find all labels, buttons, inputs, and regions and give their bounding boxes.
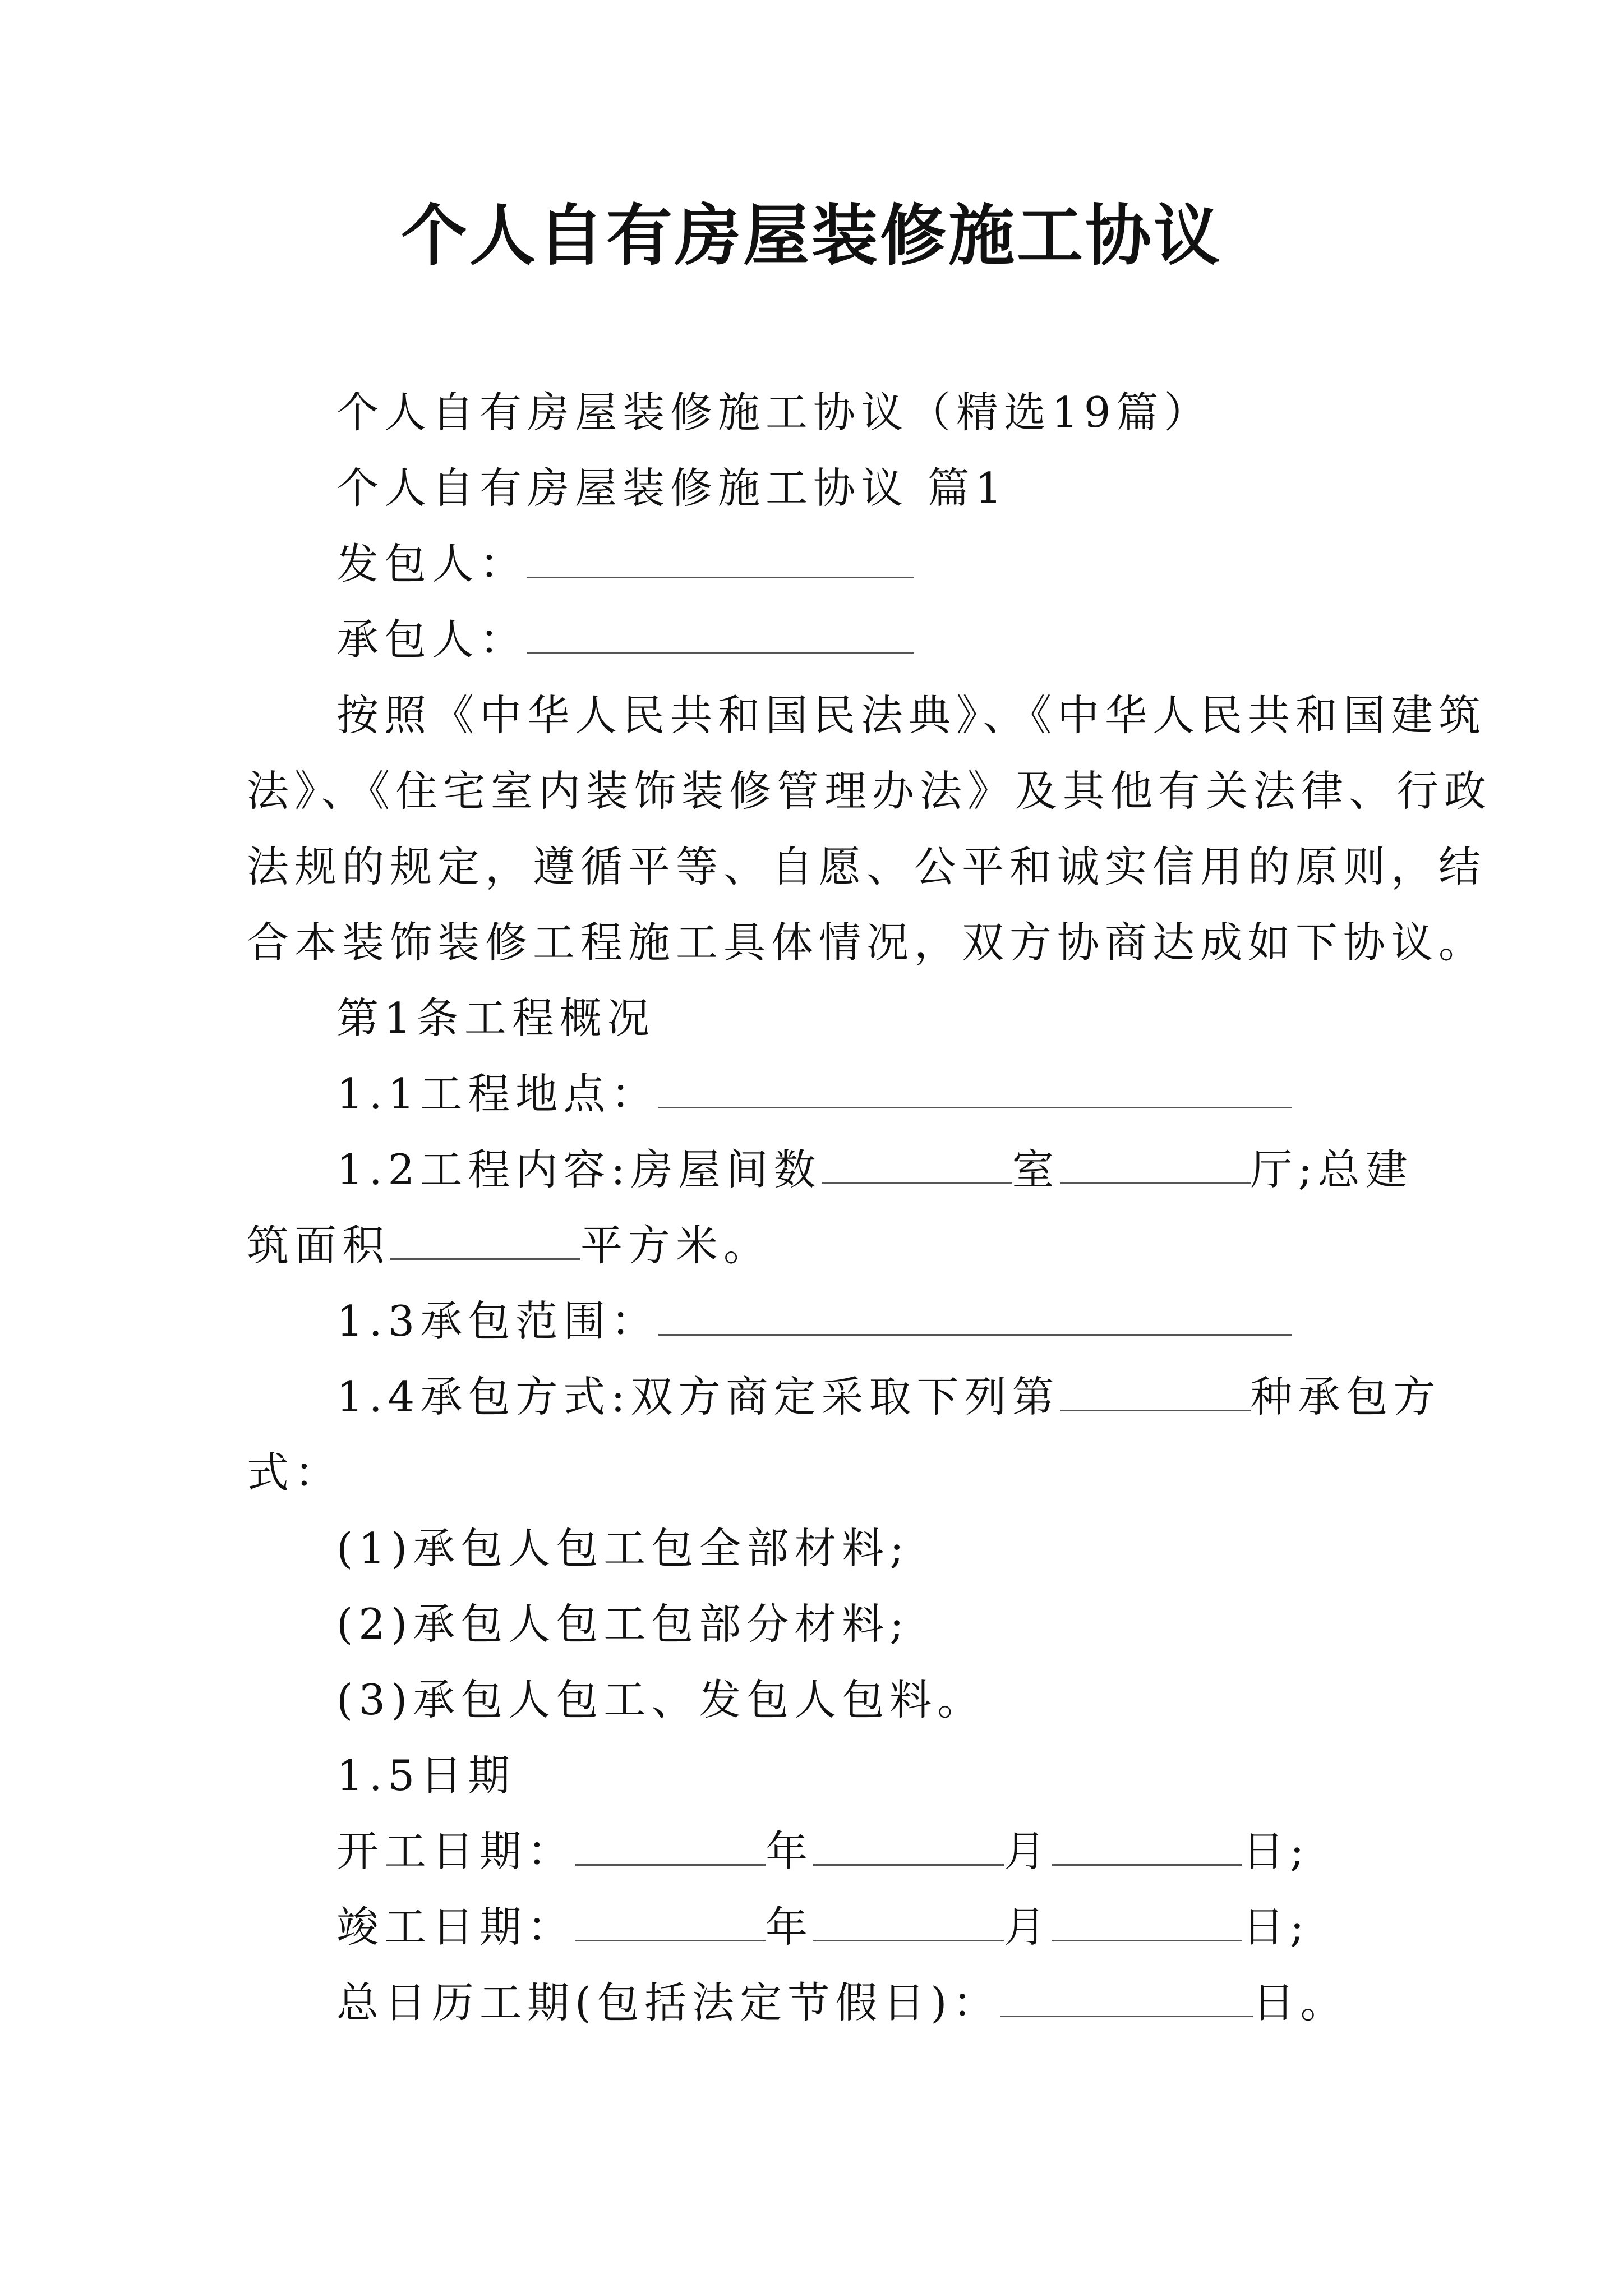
hall-unit: 厅;总建 bbox=[1250, 1145, 1413, 1194]
item-1-2-cont bbox=[247, 1217, 771, 1273]
end-year-blank[interactable] bbox=[575, 1905, 766, 1941]
article-1-heading: 第1条工程概况 bbox=[336, 993, 655, 1043]
option-3: (3)承包人包工、发包人包料。 bbox=[336, 1675, 985, 1724]
room-unit: 室 bbox=[1012, 1145, 1060, 1194]
total-duration-unit: 日。 bbox=[1252, 1978, 1348, 2027]
start-month-blank[interactable] bbox=[813, 1829, 1004, 1866]
start-date-label: 开工日期： bbox=[336, 1826, 575, 1876]
item-1-1-label: 1.1工程地点： bbox=[336, 1069, 659, 1119]
party-b-label: 承包人： bbox=[336, 615, 528, 664]
end-day-blank[interactable] bbox=[1052, 1905, 1242, 1941]
item-1-4-label: 1.4承包方式:双方商定采取下列第 bbox=[336, 1372, 1060, 1421]
area-blank[interactable] bbox=[390, 1223, 580, 1260]
year-unit: 年 bbox=[766, 1902, 814, 1952]
document-title: 个人自有房屋装修施工协议 bbox=[400, 196, 1222, 274]
scope-blank[interactable] bbox=[658, 1299, 1292, 1336]
month-unit: 月 bbox=[1004, 1826, 1052, 1876]
location-blank[interactable] bbox=[658, 1072, 1292, 1108]
halls-blank[interactable] bbox=[1060, 1148, 1251, 1184]
method-blank[interactable] bbox=[1060, 1375, 1251, 1411]
item-1-4-line bbox=[336, 1369, 1441, 1425]
total-duration-line bbox=[336, 1975, 1348, 2031]
item-1-1-line bbox=[336, 1066, 1292, 1122]
area-unit: 平方米。 bbox=[580, 1221, 772, 1270]
day-unit: 日; bbox=[1242, 1826, 1310, 1876]
month-unit: 月 bbox=[1004, 1902, 1052, 1952]
start-year-blank[interactable] bbox=[575, 1829, 766, 1866]
item-1-4-cont: 式： bbox=[247, 1448, 343, 1497]
item-1-3-label: 1.3承包范围： bbox=[336, 1296, 659, 1346]
area-label: 筑面积 bbox=[247, 1221, 390, 1270]
item-1-2-label: 1.2工程内容:房屋间数 bbox=[336, 1145, 822, 1194]
party-a-blank[interactable] bbox=[527, 542, 914, 578]
party-a-label: 发包人： bbox=[336, 539, 528, 588]
item-1-5-heading: 1.5日期 bbox=[336, 1751, 516, 1800]
end-month-blank[interactable] bbox=[813, 1905, 1004, 1941]
year-unit: 年 bbox=[766, 1826, 814, 1876]
rooms-blank[interactable] bbox=[822, 1148, 1012, 1184]
item-1-4-tail: 种承包方 bbox=[1250, 1372, 1441, 1421]
item-1-3-line bbox=[336, 1293, 1292, 1349]
intro-line-4: 合本装饰装修工程施工具体情况，双方协商达成如下协议。 bbox=[247, 918, 1487, 967]
item-1-2-line bbox=[336, 1142, 1413, 1198]
day-unit: 日; bbox=[1242, 1902, 1310, 1952]
start-date-line bbox=[336, 1823, 1310, 1879]
total-days-blank[interactable] bbox=[1000, 1981, 1253, 2017]
intro-line-1: 按照《中华人民共和国民法典》、《中华人民共和国建筑 bbox=[336, 691, 1487, 740]
intro-line-3: 法规的规定，遵循平等、自愿、公平和诚实信用的原则，结 bbox=[247, 842, 1487, 891]
end-date-label: 竣工日期： bbox=[336, 1902, 575, 1952]
end-date-line bbox=[336, 1899, 1310, 1955]
option-2: (2)承包人包工包部分材料; bbox=[336, 1599, 910, 1649]
party-a-line bbox=[336, 536, 914, 592]
section-heading: 个人自有房屋装修施工协议 篇1 bbox=[336, 463, 1008, 513]
party-b-blank[interactable] bbox=[527, 618, 914, 654]
option-1: (1)承包人包工包全部材料; bbox=[336, 1524, 910, 1573]
total-duration-label: 总日历工期(包括法定节假日)： bbox=[336, 1978, 1000, 2027]
party-b-line bbox=[336, 611, 914, 668]
start-day-blank[interactable] bbox=[1052, 1829, 1242, 1866]
document-subtitle: 个人自有房屋装修施工协议（精选19篇） bbox=[336, 388, 1212, 437]
intro-line-2: 法》、《住宅室内装饰装修管理办法》及其他有关法律、行政 bbox=[247, 766, 1492, 816]
